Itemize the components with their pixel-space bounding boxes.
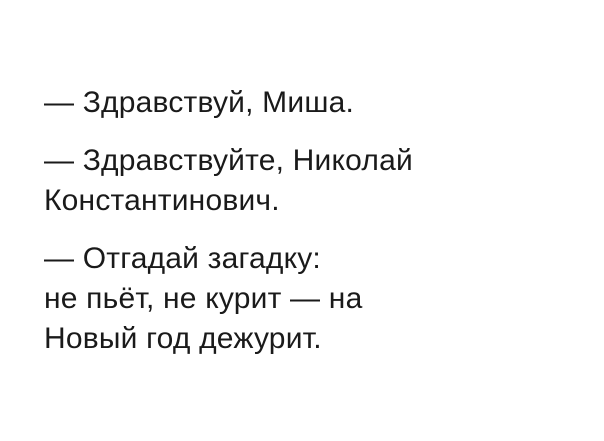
paragraph-spacer <box>44 123 560 141</box>
dialogue-block-riddle <box>44 239 560 359</box>
text-line: Константинович. <box>44 183 280 217</box>
text-line: — Отгадай загадку: <box>44 241 321 275</box>
dialogue-block-greeting-2 <box>44 141 560 221</box>
text-line: не пьёт, не курит — на <box>44 281 363 315</box>
text-line: — Здравствуй, Миша. <box>44 85 355 119</box>
text-line: Новый год дежурит. <box>44 321 322 355</box>
text-line: — Здравствуйте, Николай <box>44 143 413 177</box>
paragraph-spacer <box>44 221 560 239</box>
dialogue-block-greeting-1 <box>44 83 560 123</box>
